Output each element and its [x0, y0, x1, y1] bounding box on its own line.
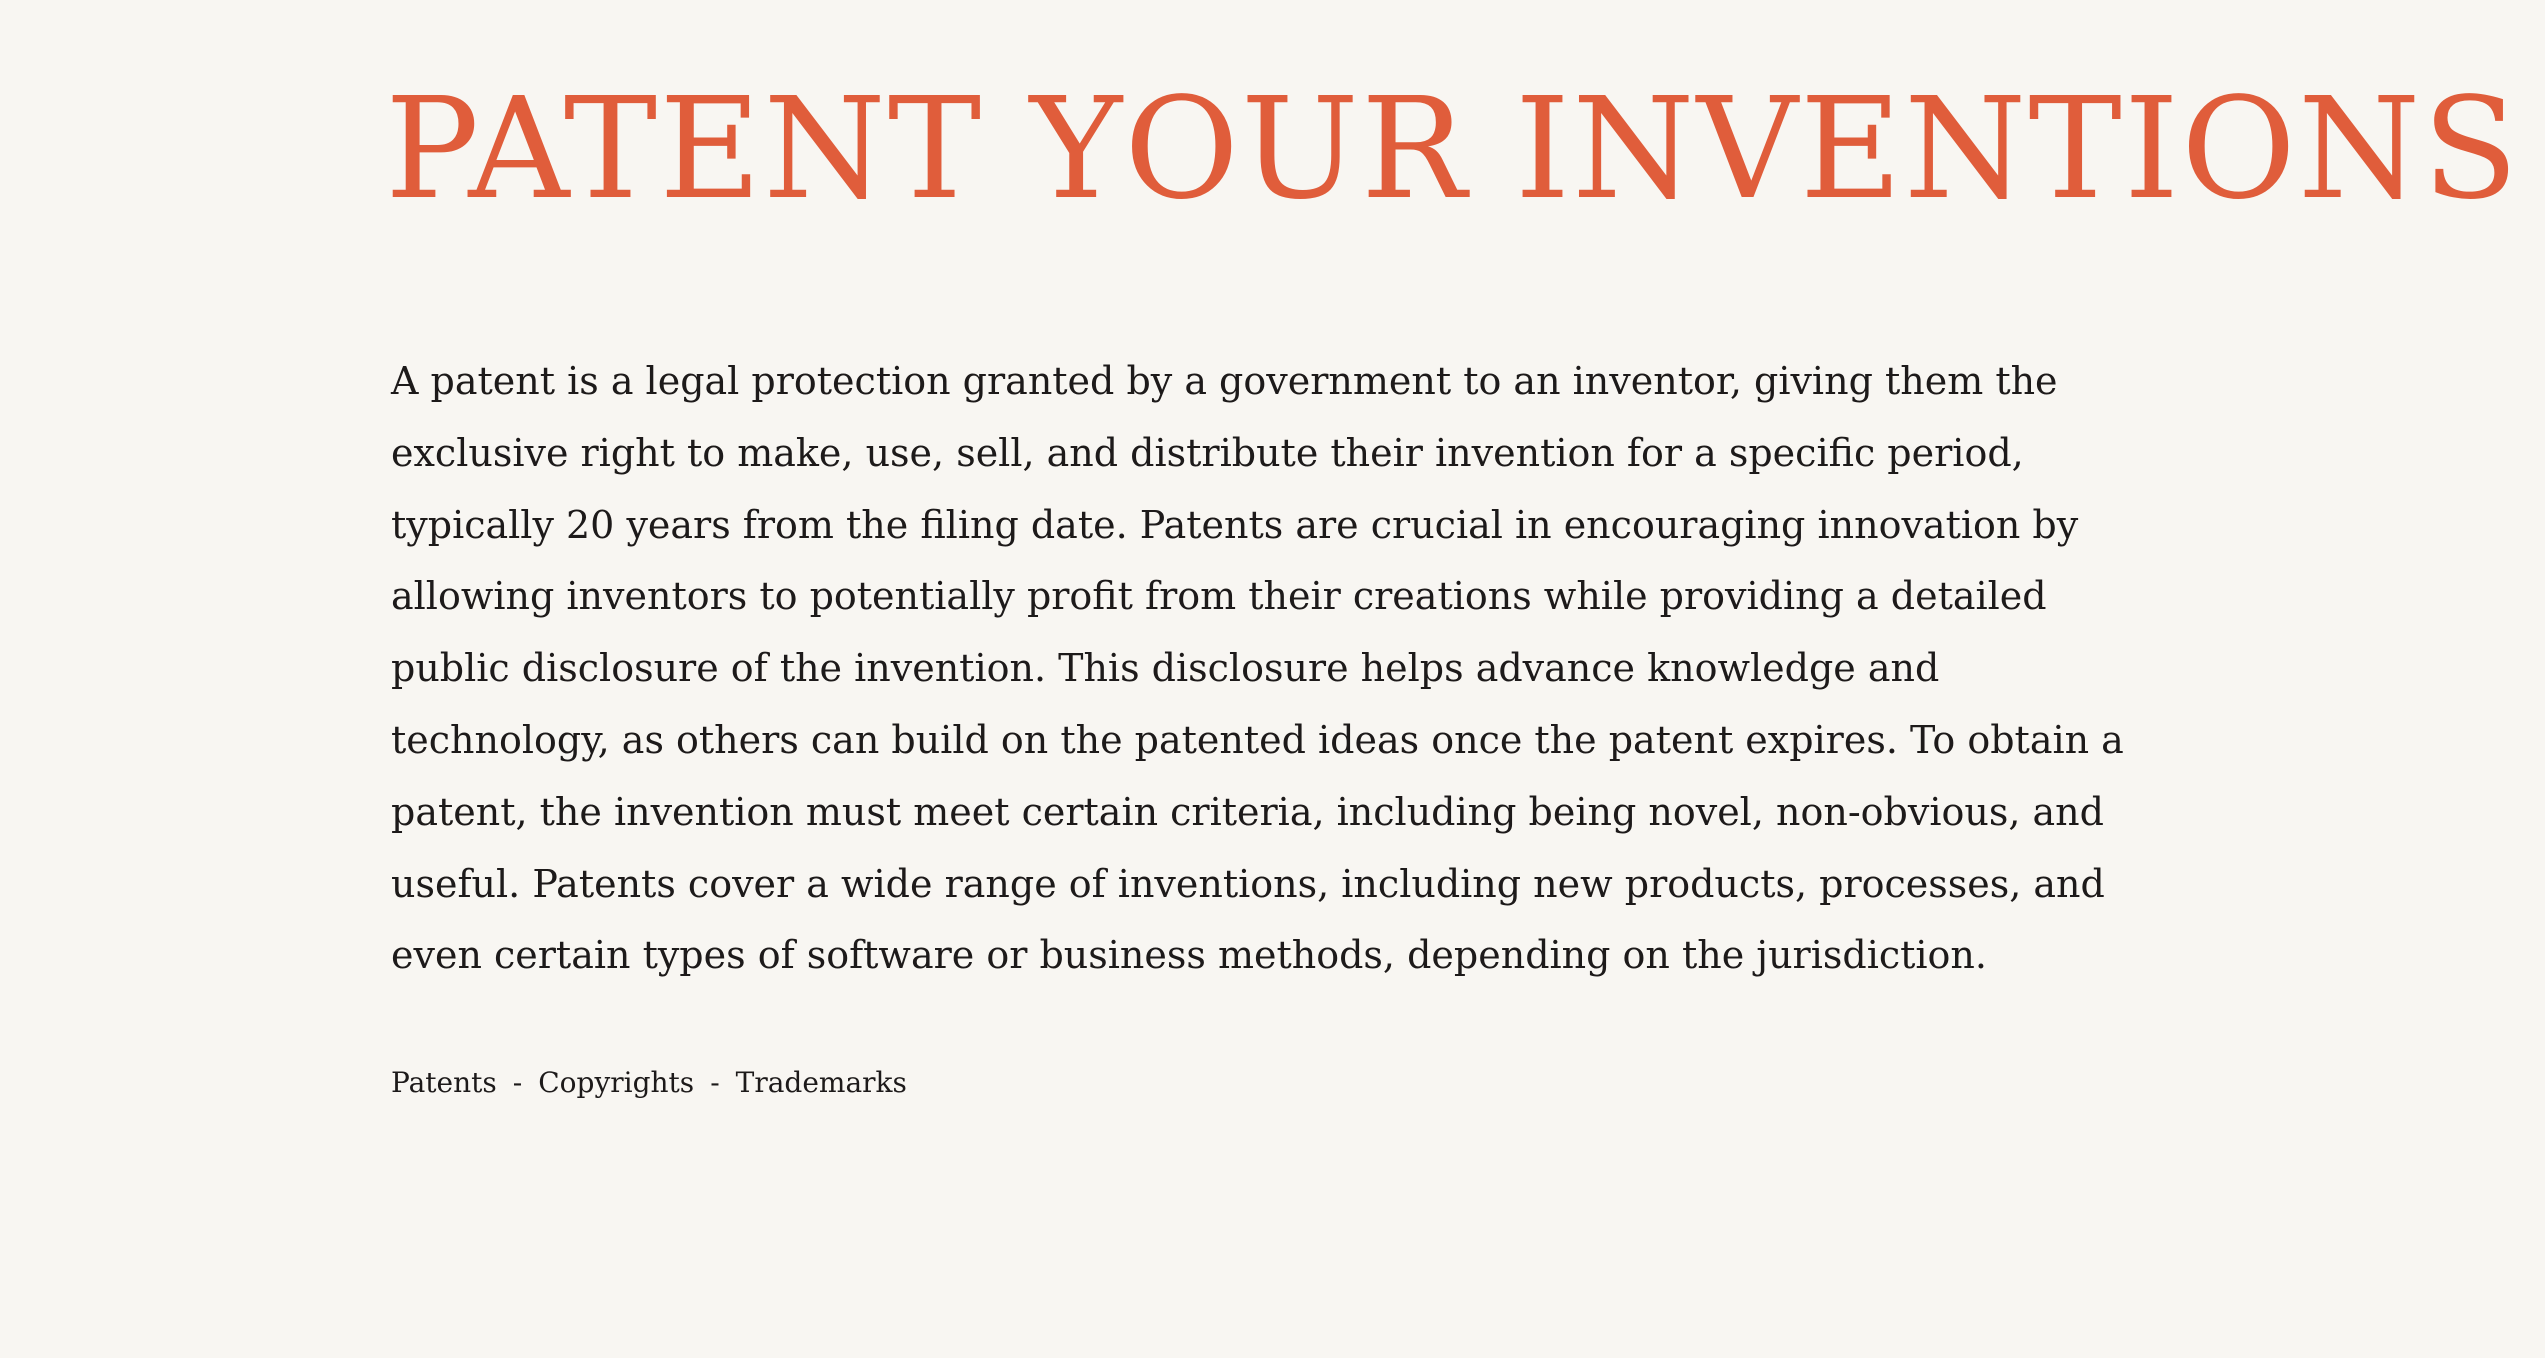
trademarks-link[interactable]: Trademarks [735, 1066, 907, 1099]
patents-link[interactable]: Patents [391, 1066, 497, 1099]
topic-links [391, 1063, 907, 1103]
copyrights-link[interactable]: Copyrights [538, 1066, 695, 1099]
link-separator: - [710, 1066, 720, 1099]
link-separator: - [512, 1066, 523, 1099]
patent-description: A patent is a legal protection granted by a government to an inventor, giving them the exclusive right to make, use, sell, and distribute their invention for a specific period, typically 20 years from the filing date. Patents are crucial in encouraging innovation by allowing inventors to potentially profit from their creations while providing a detailed public disclosure of the invention. This disclosure helps advance knowledge and technology, as others can build on the patented ideas once the patent expires. To obtain a patent, the invention must meet certain criteria, including being novel, non-obvious, and useful. Patents cover a wide range of inventions, including new products, processes, and even certain types of software or business methods, depending on the jurisdiction. [391, 359, 2124, 978]
page-title: PATENT YOUR INVENTIONS [385, 68, 2521, 231]
